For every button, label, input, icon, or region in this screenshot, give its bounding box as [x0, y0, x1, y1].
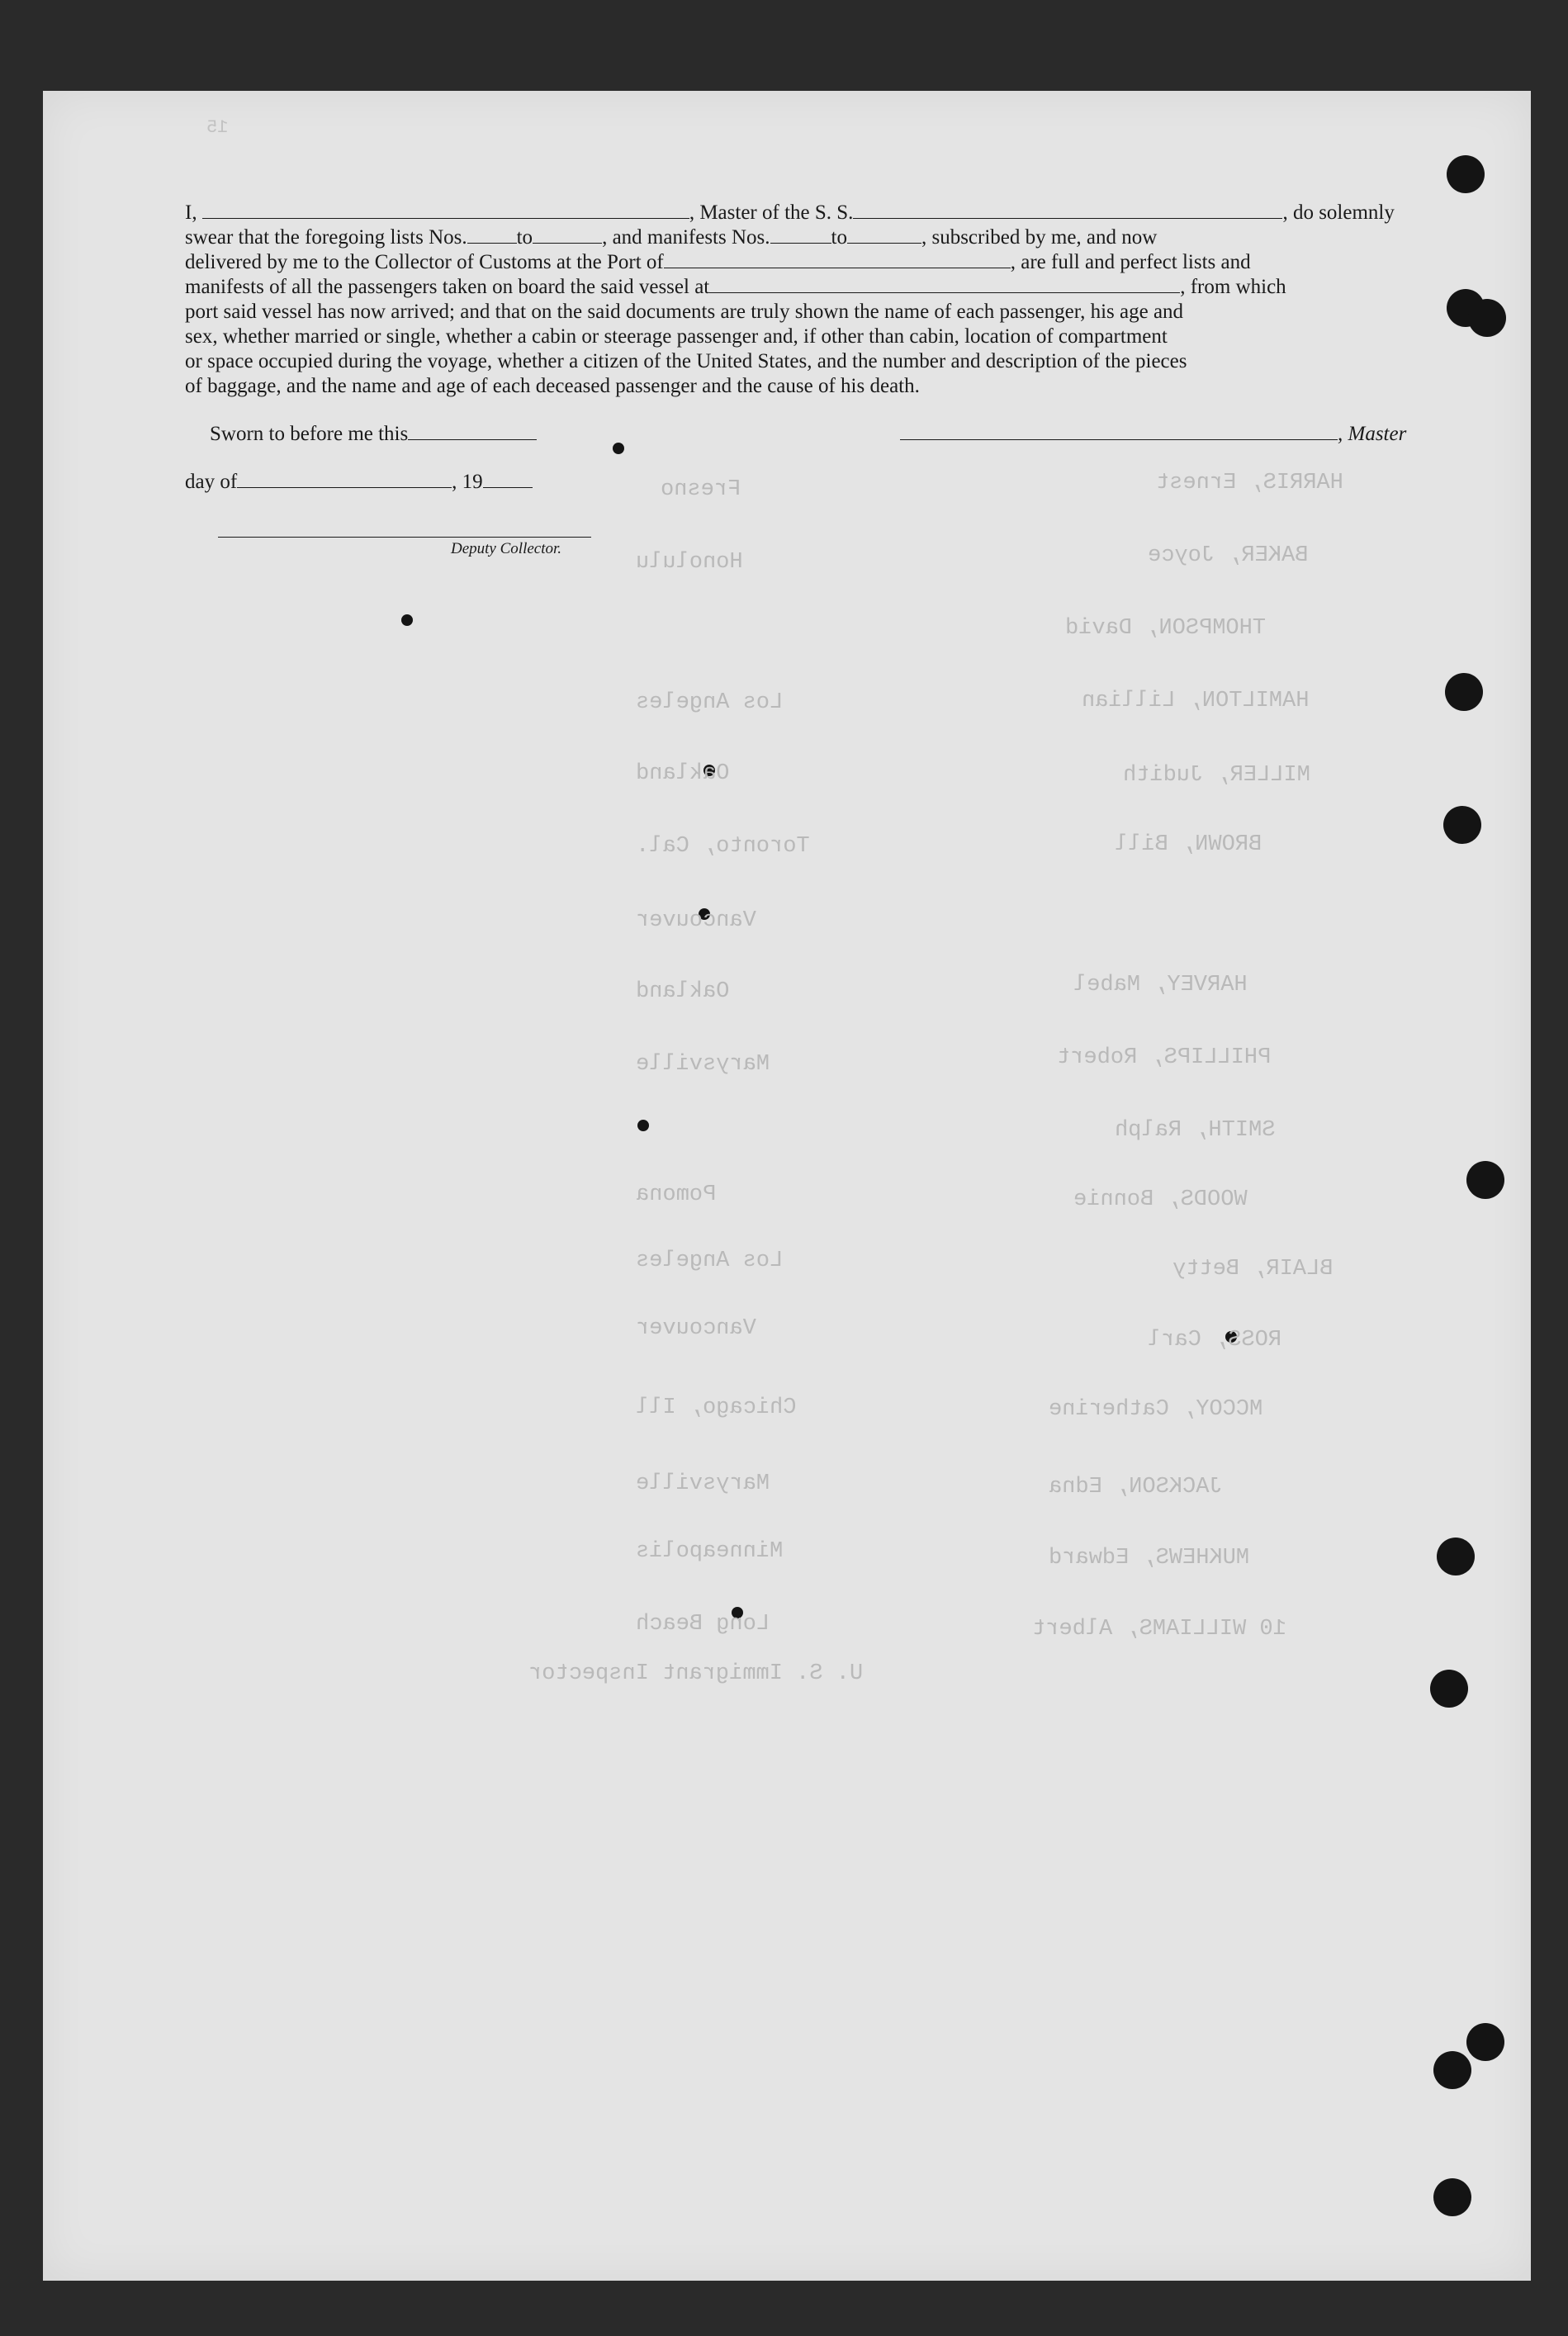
- bleed-through-text: Marysville: [636, 1471, 770, 1496]
- bleed-through-text: PHILLIPS, Robert: [1057, 1045, 1272, 1070]
- punch-hole: [1466, 2023, 1504, 2061]
- bleed-through-text: BLAIR, Betty: [1172, 1257, 1334, 1282]
- oath-text: , from which: [1180, 276, 1286, 298]
- bleed-through-text: MCCOY, Catherine: [1049, 1397, 1263, 1422]
- bleed-through-text: BROWN, Bill: [1115, 832, 1262, 857]
- punch-hole: [1433, 2051, 1471, 2089]
- manifest-to-blank: [847, 228, 921, 244]
- punch-hole: [1468, 299, 1506, 337]
- month-blank: [237, 472, 452, 488]
- bleed-through-text: BAKER, Joyce: [1148, 543, 1309, 568]
- master-signature-blank: [900, 424, 1338, 440]
- ink-dot: [637, 1120, 649, 1131]
- bleed-through-text: HARVEY, Mabel: [1073, 973, 1248, 997]
- bleed-through-text: Toronto, Cal.: [636, 834, 810, 859]
- bleed-through-text: WOODS, Bonnie: [1073, 1187, 1248, 1212]
- master-label: , Master: [1338, 423, 1407, 445]
- bleed-through-text: HAMILTON, Lillian: [1082, 689, 1310, 713]
- oath-text: , and manifests Nos.: [602, 226, 770, 249]
- oath-text: , subscribed by me, and now: [921, 226, 1158, 249]
- bleed-through-text: Long Beach: [636, 1612, 770, 1637]
- day-of-label: day of: [185, 471, 238, 493]
- oath-paragraph: [185, 201, 1420, 399]
- manifest-from-blank: [770, 228, 831, 244]
- bleed-through-corner-number: 15: [206, 117, 229, 138]
- bleed-through-text: Los Angeles: [636, 690, 784, 715]
- oath-text: delivered by me to the Collector of Customs at the Port of: [185, 251, 664, 273]
- oath-line: of baggage, and the name and age of each deceased passenger and the cause of his death.: [185, 375, 920, 397]
- oath-text: to: [516, 226, 533, 249]
- oath-line: or space occupied during the voyage, whether a citizen of the United States, and the number and description of the pieces: [185, 350, 1187, 372]
- punch-hole: [1433, 2178, 1471, 2216]
- master-signature-line: [900, 423, 1406, 446]
- port-blank: [664, 253, 1011, 268]
- punch-hole: [1443, 806, 1481, 844]
- deputy-collector-label: Deputy Collector.: [451, 540, 562, 557]
- sworn-label: Sworn to before me this: [210, 423, 409, 445]
- sworn-line: [210, 423, 537, 446]
- oath-text: , are full and perfect lists and: [1010, 251, 1251, 273]
- bleed-through-text: Marysville: [636, 1052, 770, 1077]
- list-to-blank: [533, 228, 602, 244]
- document-page: [43, 91, 1531, 2281]
- bleed-through-text: Fresno: [661, 477, 741, 502]
- bleed-through-text: Vancouver: [636, 908, 756, 933]
- bleed-through-text: MILLER, Judith: [1123, 763, 1310, 788]
- bleed-through-text: Oakland: [636, 979, 730, 1004]
- deputy-signature-blank: [218, 537, 591, 538]
- bleed-through-text: THOMPSON, David: [1065, 616, 1267, 641]
- list-from-blank: [467, 228, 517, 244]
- ship-name-blank: [853, 203, 1282, 219]
- year-prefix: , 19: [452, 471, 483, 493]
- bleed-through-text: SMITH, Ralph: [1115, 1118, 1276, 1143]
- year-blank: [483, 472, 533, 488]
- oath-line: sex, whether married or single, whether a cabin or steerage passenger and, if other than cabin, location of compartment: [185, 325, 1168, 348]
- bleed-through-text: ROSS, Carl: [1148, 1328, 1282, 1353]
- bleed-through-text: Vancouver: [636, 1316, 756, 1341]
- departure-port-blank: [709, 277, 1180, 293]
- punch-hole: [1445, 673, 1483, 711]
- bleed-through-text: Honolulu: [636, 550, 743, 575]
- punch-hole: [1466, 1161, 1504, 1199]
- bleed-through-text: Pomona: [636, 1182, 717, 1207]
- ink-dot: [613, 443, 624, 454]
- bleed-through-text: JACKSON, Edna: [1049, 1475, 1223, 1500]
- oath-text: swear that the foregoing lists Nos.: [185, 226, 467, 249]
- bleed-through-text: Oakland: [636, 761, 730, 786]
- oath-text: I,: [185, 201, 197, 224]
- oath-text: to: [831, 226, 847, 249]
- oath-text: , Master of the S. S.: [689, 201, 854, 224]
- bleed-through-text: Los Angeles: [636, 1249, 784, 1273]
- bleed-through-text: MUKHEWS, Edward: [1049, 1546, 1250, 1571]
- punch-hole: [1430, 1670, 1468, 1708]
- punch-hole: [1437, 1538, 1475, 1575]
- oath-line: [185, 250, 1420, 275]
- oath-line: [185, 225, 1420, 250]
- bleed-through-text: Minneapolis: [636, 1539, 784, 1564]
- master-name-blank: [202, 203, 689, 219]
- bleed-through-text: HARRIS, Ernest: [1156, 471, 1343, 495]
- sworn-day-blank: [408, 424, 537, 440]
- punch-hole: [1447, 155, 1485, 193]
- bleed-through-text: Chicago, Ill: [636, 1395, 797, 1420]
- ink-dot: [401, 614, 413, 626]
- oath-text: manifests of all the passengers taken on board the said vessel at: [185, 276, 710, 298]
- day-of-line: [185, 471, 533, 494]
- oath-text: , do solemnly: [1282, 201, 1395, 224]
- bleed-through-text: U. S. Immigrant Inspector: [528, 1661, 864, 1686]
- oath-line: [185, 275, 1420, 300]
- oath-line: [185, 201, 1420, 225]
- bleed-through-text: 10 WILLIAMS, Albert: [1032, 1617, 1286, 1642]
- oath-line: port said vessel has now arrived; and that on the said documents are truly shown the name of each passenger, his age and: [185, 301, 1184, 323]
